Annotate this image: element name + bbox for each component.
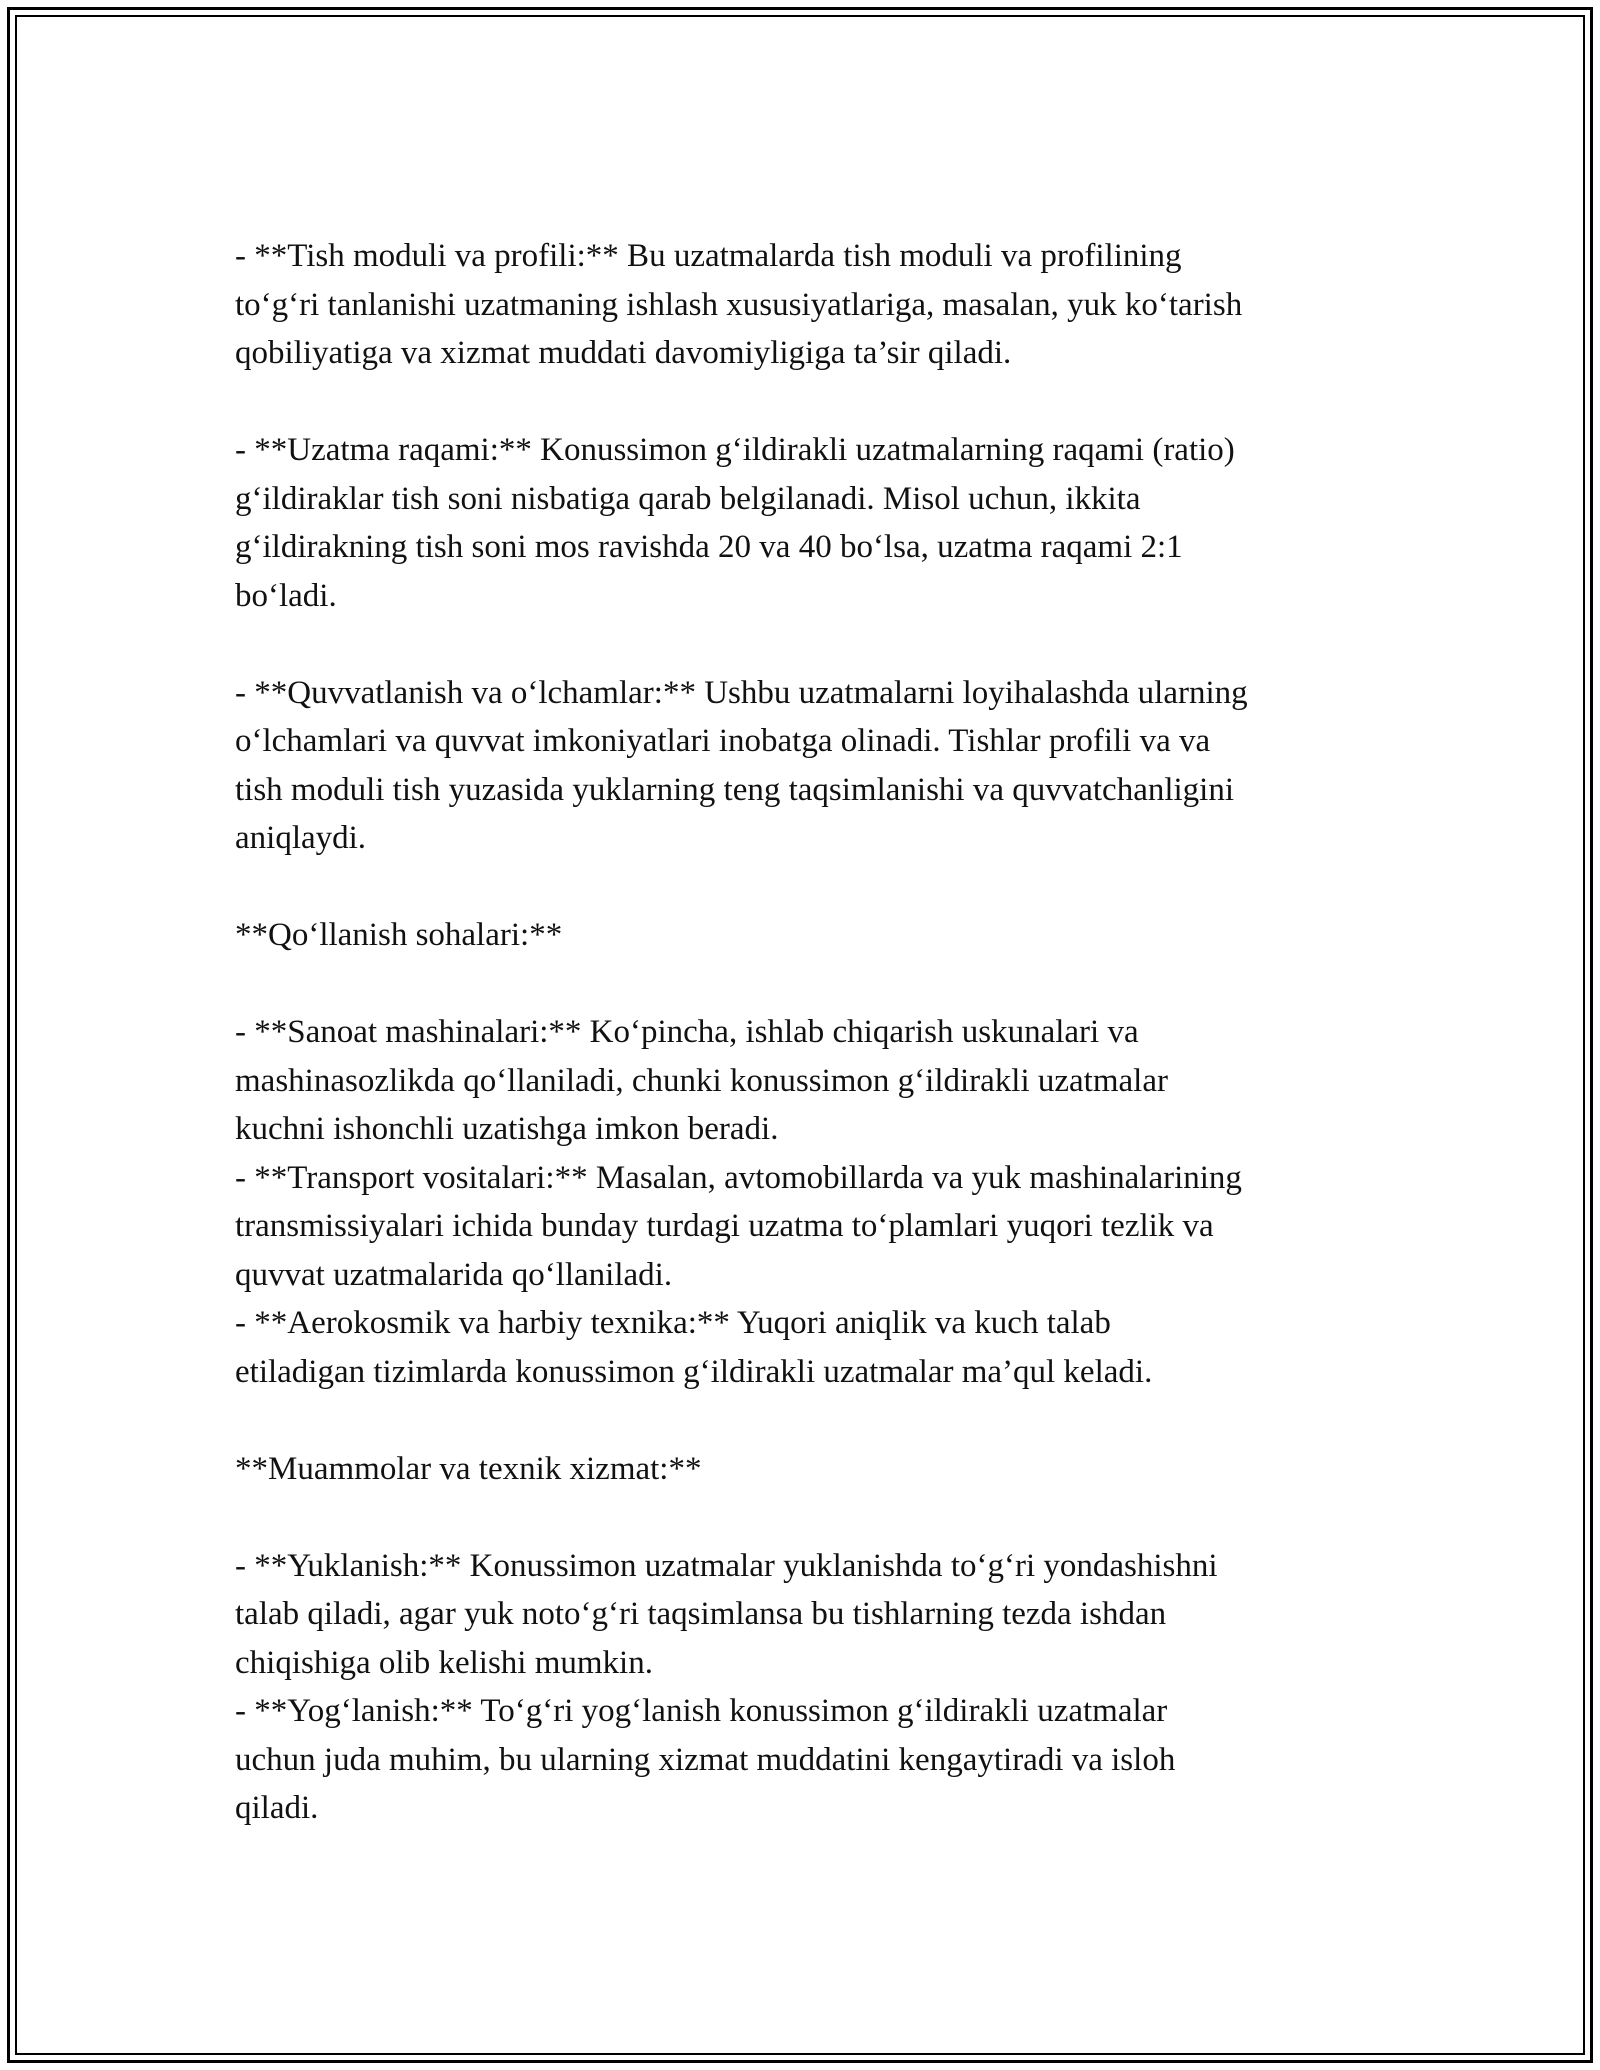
text-line: mashinasozlikda qo‘llaniladi, chunki konussimon g‘ildirakli uzatmalar bbox=[235, 1062, 1168, 1099]
text-line: qiladi. bbox=[235, 1790, 319, 1826]
text-line: - **Yuklanish:** Konussimon uzatmalar yuklanishda to‘g‘ri yondashishni bbox=[235, 1547, 1218, 1584]
text-line: qobiliyatiga va xizmat muddati davomiyligiga ta’sir qiladi. bbox=[235, 335, 1012, 371]
text-line: **Qo‘llanish sohalari:** bbox=[235, 917, 563, 953]
text-line: to‘g‘ri tanlanishi uzatmaning ishlash xususiyatlariga, masalan, yuk ko‘tarish bbox=[235, 286, 1243, 323]
text-line: transmissiyalari ichida bunday turdagi uzatma to‘plamlari yuqori tezlik va bbox=[235, 1208, 1214, 1244]
section-heading-applications bbox=[235, 911, 1375, 960]
text-line: - **Uzatma raqami:** Konussimon g‘ildirakli uzatmalarning raqami (ratio) bbox=[235, 432, 1235, 468]
text-line: chiqishiga olib kelishi mumkin. bbox=[235, 1644, 653, 1681]
paragraph-applications-list bbox=[235, 1008, 1375, 1396]
document-body bbox=[235, 232, 1375, 1833]
text-line: - **Quvvatlanish va o‘lchamlar:** Ushbu uzatmalarni loyihalashda ularning bbox=[235, 674, 1248, 711]
text-line: kuchni ishonchli uzatishga imkon beradi. bbox=[235, 1111, 779, 1147]
text-line: g‘ildiraklar tish soni nisbatiga qarab belgilanadi. Misol uchun, ikkita bbox=[235, 480, 1141, 517]
text-line: uchun juda muhim, bu ularning xizmat muddatini kengaytiradi va isloh bbox=[235, 1741, 1176, 1778]
text-line: tish moduli tish yuzasida yuklarning teng taqsimlanishi va quvvatchanligini bbox=[235, 771, 1235, 808]
paragraph-gear-ratio bbox=[235, 426, 1375, 620]
text-line: quvvat uzatmalarida qo‘llaniladi. bbox=[235, 1256, 673, 1293]
text-line: o‘lchamlari va quvvat imkoniyatlari inobatga olinadi. Tishlar profili va va bbox=[235, 723, 1211, 759]
text-line: talab qiladi, agar yuk noto‘g‘ri taqsimlansa bu tishlarning tezda ishdan bbox=[235, 1596, 1167, 1632]
text-line: bo‘ladi. bbox=[235, 577, 337, 614]
paragraph-power-dimensions bbox=[235, 669, 1375, 863]
text-line: g‘ildirakning tish soni mos ravishda 20 va 40 bo‘lsa, uzatma raqami 2:1 bbox=[235, 529, 1183, 565]
text-line: - **Sanoat mashinalari:** Ko‘pincha, ishlab chiqarish uskunalari va bbox=[235, 1014, 1139, 1050]
text-line: - **Yog‘lanish:** To‘g‘ri yog‘lanish konussimon g‘ildirakli uzatmalar bbox=[235, 1693, 1168, 1729]
section-heading-maintenance bbox=[235, 1445, 1375, 1494]
paragraph-tooth-module bbox=[235, 232, 1375, 378]
text-line: **Muammolar va texnik xizmat:** bbox=[235, 1450, 702, 1487]
paragraph-maintenance-list bbox=[235, 1542, 1375, 1833]
text-line: aniqlaydi. bbox=[235, 820, 367, 856]
text-line: - **Transport vositalari:** Masalan, avtomobillarda va yuk mashinalarining bbox=[235, 1159, 1242, 1196]
text-line: - **Aerokosmik va harbiy texnika:** Yuqori aniqlik va kuch talab bbox=[235, 1305, 1111, 1341]
text-line: etiladigan tizimlarda konussimon g‘ildirakli uzatmalar ma’qul keladi. bbox=[235, 1353, 1153, 1390]
text-line: - **Tish moduli va profili:** Bu uzatmalarda tish moduli va profilining bbox=[235, 238, 1182, 274]
